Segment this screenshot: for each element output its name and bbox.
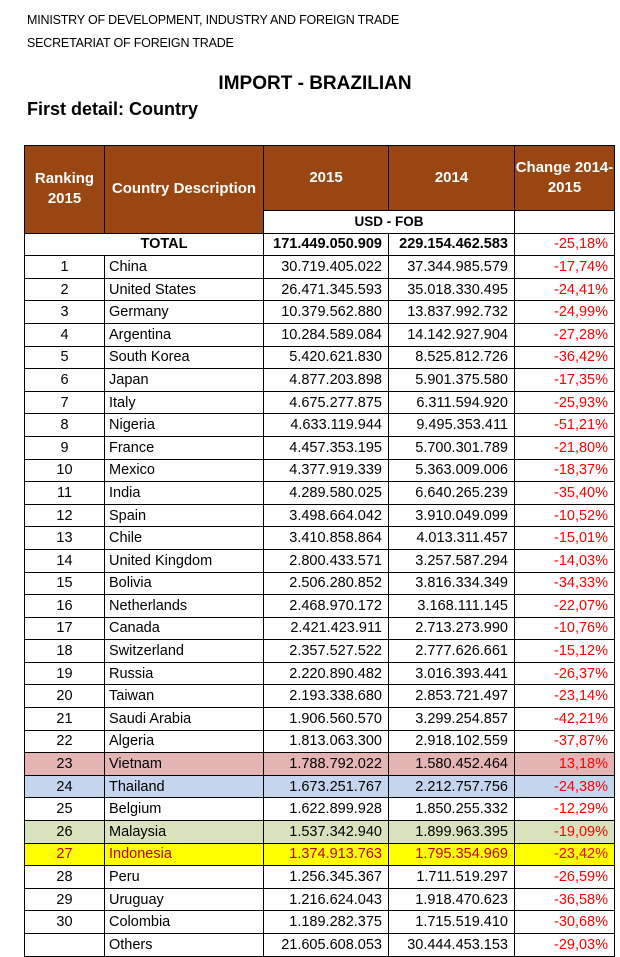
header-ranking: Ranking 2015 bbox=[25, 146, 105, 234]
table-row bbox=[25, 323, 615, 346]
table-row bbox=[25, 549, 615, 572]
value-2014-cell: 3.910.049.099 bbox=[389, 504, 515, 527]
country-cell: France bbox=[105, 436, 264, 459]
value-2015-cell: 1.906.560.570 bbox=[264, 708, 389, 731]
rank-cell: 11 bbox=[25, 482, 105, 505]
value-2015-cell: 26.471.345.593 bbox=[264, 278, 389, 301]
value-2015-cell: 1.374.913.763 bbox=[264, 843, 389, 866]
country-cell: Netherlands bbox=[105, 595, 264, 618]
change-cell: -24,38% bbox=[515, 775, 615, 798]
value-2014-cell: 2.918.102.559 bbox=[389, 730, 515, 753]
table-row bbox=[25, 753, 615, 776]
change-cell: -17,74% bbox=[515, 256, 615, 279]
value-2015-cell: 4.633.119.944 bbox=[264, 414, 389, 437]
table-row bbox=[25, 866, 615, 889]
country-cell: China bbox=[105, 256, 264, 279]
value-2014-cell: 5.901.375.580 bbox=[389, 369, 515, 392]
value-2015-cell: 2.421.423.911 bbox=[264, 617, 389, 640]
value-2014-cell: 6.311.594.920 bbox=[389, 391, 515, 414]
value-2015-cell: 5.420.621.830 bbox=[264, 346, 389, 369]
rank-cell: 16 bbox=[25, 595, 105, 618]
value-2014-cell: 2.777.626.661 bbox=[389, 640, 515, 663]
change-cell: -25,93% bbox=[515, 391, 615, 414]
change-cell: -29,03% bbox=[515, 934, 615, 957]
value-2015-cell: 1.788.792.022 bbox=[264, 753, 389, 776]
table-body bbox=[25, 233, 615, 956]
value-2015-cell: 21.605.608.053 bbox=[264, 934, 389, 957]
country-cell: Saudi Arabia bbox=[105, 708, 264, 731]
country-cell: Spain bbox=[105, 504, 264, 527]
rank-cell: 12 bbox=[25, 504, 105, 527]
change-cell: -10,52% bbox=[515, 504, 615, 527]
value-2015-cell: 1.673.251.767 bbox=[264, 775, 389, 798]
report-subtitle: First detail: Country bbox=[27, 99, 199, 119]
country-cell: Colombia bbox=[105, 911, 264, 934]
table-row bbox=[25, 414, 615, 437]
value-2014-cell: 1.899.963.395 bbox=[389, 821, 515, 844]
change-cell: -21,80% bbox=[515, 436, 615, 459]
value-2014-cell: 3.816.334.349 bbox=[389, 572, 515, 595]
value-2015-cell: 4.289.580.025 bbox=[264, 482, 389, 505]
rank-cell: 22 bbox=[25, 730, 105, 753]
rank-cell: 1 bbox=[25, 256, 105, 279]
change-cell: -37,87% bbox=[515, 730, 615, 753]
country-cell: Vietnam bbox=[105, 753, 264, 776]
value-2014-cell: 9.495.353.411 bbox=[389, 414, 515, 437]
table-row bbox=[25, 391, 615, 414]
rank-cell: 28 bbox=[25, 866, 105, 889]
value-2015-cell: 2.193.338.680 bbox=[264, 685, 389, 708]
country-cell: Bolivia bbox=[105, 572, 264, 595]
change-cell: -26,37% bbox=[515, 662, 615, 685]
value-2015-cell: 1.189.282.375 bbox=[264, 911, 389, 934]
rank-cell: 10 bbox=[25, 459, 105, 482]
rank-cell: 21 bbox=[25, 708, 105, 731]
value-2014-cell: 3.299.254.857 bbox=[389, 708, 515, 731]
value-2015-cell: 2.800.433.571 bbox=[264, 549, 389, 572]
value-2015-cell: 2.357.527.522 bbox=[264, 640, 389, 663]
rank-cell: 20 bbox=[25, 685, 105, 708]
change-cell: -26,59% bbox=[515, 866, 615, 889]
rank-cell bbox=[25, 934, 105, 957]
change-cell: -15,01% bbox=[515, 527, 615, 550]
value-2014-cell: 6.640.265.239 bbox=[389, 482, 515, 505]
table-row bbox=[25, 459, 615, 482]
country-cell: Russia bbox=[105, 662, 264, 685]
report-title: IMPORT - BRAZILIAN bbox=[218, 73, 412, 94]
table-row bbox=[25, 436, 615, 459]
rank-cell: 7 bbox=[25, 391, 105, 414]
country-cell: Peru bbox=[105, 866, 264, 889]
value-2014-cell: 1.850.255.332 bbox=[389, 798, 515, 821]
rank-cell: 26 bbox=[25, 821, 105, 844]
rank-cell: 15 bbox=[25, 572, 105, 595]
change-cell: -36,58% bbox=[515, 888, 615, 911]
table-row bbox=[25, 346, 615, 369]
value-2015-cell: 2.220.890.482 bbox=[264, 662, 389, 685]
value-2015-cell: 3.410.858.864 bbox=[264, 527, 389, 550]
rank-cell: 14 bbox=[25, 549, 105, 572]
header-2014: 2014 bbox=[389, 146, 515, 211]
table-row bbox=[25, 278, 615, 301]
table-row bbox=[25, 911, 615, 934]
table-row bbox=[25, 595, 615, 618]
table-row bbox=[25, 504, 615, 527]
change-cell: -34,33% bbox=[515, 572, 615, 595]
value-2015-cell: 1.256.345.367 bbox=[264, 866, 389, 889]
change-cell: -22,07% bbox=[515, 595, 615, 618]
rank-cell: 6 bbox=[25, 369, 105, 392]
table-row bbox=[25, 934, 615, 957]
value-2015-cell: 10.284.589.084 bbox=[264, 323, 389, 346]
rank-cell: 13 bbox=[25, 527, 105, 550]
country-cell: India bbox=[105, 482, 264, 505]
value-2015-cell: 1.216.624.043 bbox=[264, 888, 389, 911]
change-cell: -17,35% bbox=[515, 369, 615, 392]
value-2015-cell: 2.506.280.852 bbox=[264, 572, 389, 595]
value-2014-cell: 1.580.452.464 bbox=[389, 753, 515, 776]
value-2014-cell: 1.715.519.410 bbox=[389, 911, 515, 934]
change-cell: -36,42% bbox=[515, 346, 615, 369]
table-row bbox=[25, 821, 615, 844]
rank-cell: 2 bbox=[25, 278, 105, 301]
rank-cell: 4 bbox=[25, 323, 105, 346]
rank-cell: 23 bbox=[25, 753, 105, 776]
table-row bbox=[25, 843, 615, 866]
country-cell: Japan bbox=[105, 369, 264, 392]
value-2015-cell: 1.622.899.928 bbox=[264, 798, 389, 821]
change-cell: -18,37% bbox=[515, 459, 615, 482]
rank-cell: 17 bbox=[25, 617, 105, 640]
value-2015-cell: 10.379.562.880 bbox=[264, 301, 389, 324]
table-row bbox=[25, 775, 615, 798]
unit-blank bbox=[515, 211, 615, 234]
table-row bbox=[25, 708, 615, 731]
rank-cell: 25 bbox=[25, 798, 105, 821]
table-row bbox=[25, 685, 615, 708]
table-row bbox=[25, 256, 615, 279]
table-row bbox=[25, 640, 615, 663]
change-cell: -51,21% bbox=[515, 414, 615, 437]
change-cell: -14,03% bbox=[515, 549, 615, 572]
table-row bbox=[25, 730, 615, 753]
value-2014-cell: 2.212.757.756 bbox=[389, 775, 515, 798]
value-2014-cell: 35.018.330.495 bbox=[389, 278, 515, 301]
value-2014-cell: 1.795.354.969 bbox=[389, 843, 515, 866]
country-cell: Canada bbox=[105, 617, 264, 640]
country-cell: Taiwan bbox=[105, 685, 264, 708]
table-row bbox=[25, 798, 615, 821]
rank-cell: 19 bbox=[25, 662, 105, 685]
header-2015: 2015 bbox=[264, 146, 389, 211]
table-row bbox=[25, 301, 615, 324]
value-2015-cell: 30.719.405.022 bbox=[264, 256, 389, 279]
table-row bbox=[25, 617, 615, 640]
value-2014-cell: 3.257.587.294 bbox=[389, 549, 515, 572]
rank-cell: 27 bbox=[25, 843, 105, 866]
rank-cell: 30 bbox=[25, 911, 105, 934]
value-2015-cell: 4.457.353.195 bbox=[264, 436, 389, 459]
country-cell: Belgium bbox=[105, 798, 264, 821]
value-2014-cell: 3.016.393.441 bbox=[389, 662, 515, 685]
change-cell: 13,18% bbox=[515, 753, 615, 776]
change-cell: -23,42% bbox=[515, 843, 615, 866]
table-row bbox=[25, 662, 615, 685]
value-2015-cell: 4.877.203.898 bbox=[264, 369, 389, 392]
country-cell: Italy bbox=[105, 391, 264, 414]
value-2014-cell: 13.837.992.732 bbox=[389, 301, 515, 324]
total-row bbox=[25, 233, 615, 256]
change-cell: -35,40% bbox=[515, 482, 615, 505]
rank-cell: 24 bbox=[25, 775, 105, 798]
change-cell: -30,68% bbox=[515, 911, 615, 934]
country-cell: Thailand bbox=[105, 775, 264, 798]
country-cell: Indonesia bbox=[105, 843, 264, 866]
change-cell: -24,99% bbox=[515, 301, 615, 324]
value-2014-cell: 1.918.470.623 bbox=[389, 888, 515, 911]
value-2014-cell: 8.525.812.726 bbox=[389, 346, 515, 369]
change-cell: -27,28% bbox=[515, 323, 615, 346]
value-2014-cell: 5.700.301.789 bbox=[389, 436, 515, 459]
total-2014: 229.154.462.583 bbox=[389, 233, 515, 256]
unit-label: USD - FOB bbox=[264, 211, 515, 234]
import-table bbox=[24, 145, 615, 957]
rank-cell: 5 bbox=[25, 346, 105, 369]
country-cell: Argentina bbox=[105, 323, 264, 346]
country-cell: Others bbox=[105, 934, 264, 957]
rank-cell: 29 bbox=[25, 888, 105, 911]
change-cell: -15,12% bbox=[515, 640, 615, 663]
table-row bbox=[25, 482, 615, 505]
table-row bbox=[25, 527, 615, 550]
value-2014-cell: 2.713.273.990 bbox=[389, 617, 515, 640]
value-2014-cell: 37.344.985.579 bbox=[389, 256, 515, 279]
country-cell: United Kingdom bbox=[105, 549, 264, 572]
country-cell: Switzerland bbox=[105, 640, 264, 663]
value-2014-cell: 14.142.927.904 bbox=[389, 323, 515, 346]
rank-cell: 3 bbox=[25, 301, 105, 324]
value-2014-cell: 1.711.519.297 bbox=[389, 866, 515, 889]
change-cell: -10,76% bbox=[515, 617, 615, 640]
country-cell: Germany bbox=[105, 301, 264, 324]
value-2014-cell: 30.444.453.153 bbox=[389, 934, 515, 957]
value-2015-cell: 1.813.063.300 bbox=[264, 730, 389, 753]
country-cell: United States bbox=[105, 278, 264, 301]
country-cell: Algeria bbox=[105, 730, 264, 753]
change-cell: -23,14% bbox=[515, 685, 615, 708]
header-change: Change 2014-2015 bbox=[515, 146, 615, 211]
total-2015: 171.449.050.909 bbox=[264, 233, 389, 256]
country-cell: Uruguay bbox=[105, 888, 264, 911]
table-row bbox=[25, 572, 615, 595]
header-country: Country Description bbox=[105, 146, 264, 234]
value-2014-cell: 5.363.009.006 bbox=[389, 459, 515, 482]
rank-cell: 9 bbox=[25, 436, 105, 459]
value-2015-cell: 4.377.919.339 bbox=[264, 459, 389, 482]
document-header bbox=[27, 9, 399, 55]
ministry-name: MINISTRY OF DEVELOPMENT, INDUSTRY AND FOREIGN TRADE bbox=[27, 13, 400, 27]
change-cell: -12,29% bbox=[515, 798, 615, 821]
change-cell: -19,09% bbox=[515, 821, 615, 844]
country-cell: South Korea bbox=[105, 346, 264, 369]
value-2015-cell: 3.498.664.042 bbox=[264, 504, 389, 527]
value-2015-cell: 4.675.277.875 bbox=[264, 391, 389, 414]
table-row bbox=[25, 369, 615, 392]
value-2015-cell: 2.468.970.172 bbox=[264, 595, 389, 618]
total-change: -25,18% bbox=[515, 233, 615, 256]
value-2015-cell: 1.537.342.940 bbox=[264, 821, 389, 844]
total-label: TOTAL bbox=[25, 233, 264, 256]
change-cell: -24,41% bbox=[515, 278, 615, 301]
country-cell: Mexico bbox=[105, 459, 264, 482]
rank-cell: 8 bbox=[25, 414, 105, 437]
rank-cell: 18 bbox=[25, 640, 105, 663]
value-2014-cell: 4.013.311.457 bbox=[389, 527, 515, 550]
country-cell: Malaysia bbox=[105, 821, 264, 844]
country-cell: Chile bbox=[105, 527, 264, 550]
table-row bbox=[25, 888, 615, 911]
secretariat-name: SECRETARIAT OF FOREIGN TRADE bbox=[27, 36, 234, 50]
value-2014-cell: 2.853.721.497 bbox=[389, 685, 515, 708]
country-cell: Nigeria bbox=[105, 414, 264, 437]
value-2014-cell: 3.168.111.145 bbox=[389, 595, 515, 618]
change-cell: -42,21% bbox=[515, 708, 615, 731]
